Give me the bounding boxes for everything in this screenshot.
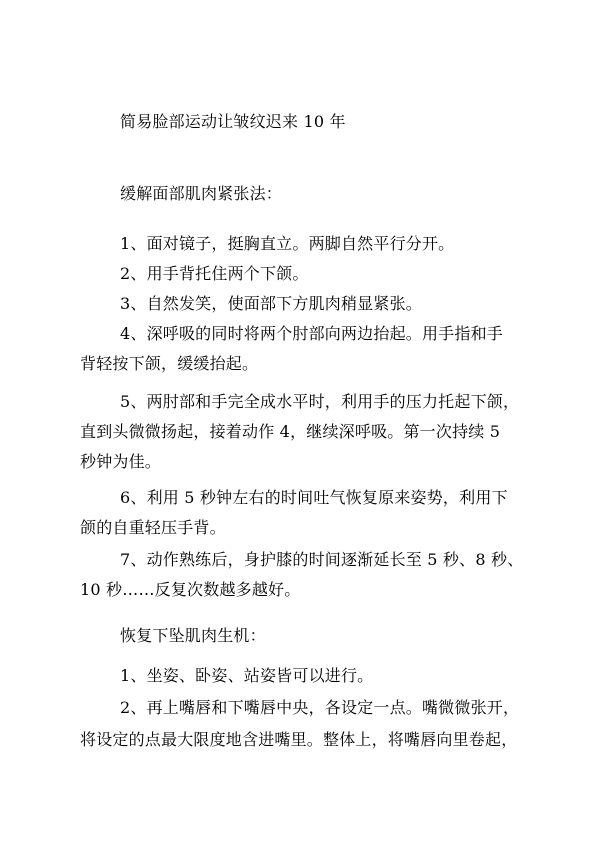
paragraph-line: 背轻按下颌，缓缓抬起。 xyxy=(80,354,259,373)
paragraph-line: 颌的自重轻压手背。 xyxy=(80,518,226,537)
paragraph-line: 直到头微微扬起，接着动作 4，继续深呼吸。第一次持续 5 xyxy=(80,422,501,441)
paragraph-line: 3、自然发笑，使面部下方肌肉稍显紧张。 xyxy=(120,294,422,313)
section-heading: 缓解面部肌肉紧张法： xyxy=(120,184,283,203)
paragraph-line: 将设定的点最大限度地含进嘴里。整体上，将嘴唇向里卷起， xyxy=(80,730,518,749)
paragraph-line: 2、用手背托住两个下颌。 xyxy=(120,264,309,283)
section-heading: 恢复下坠肌肉生机： xyxy=(120,626,266,645)
paragraph-line: 秒钟为佳。 xyxy=(80,452,162,471)
paragraph-line: 6、利用 5 秒钟左右的时间吐气恢复原来姿势，利用下 xyxy=(120,488,508,507)
paragraph-line: 1、面对镜子，挺胸直立。两脚自然平行分开。 xyxy=(120,234,455,253)
document-title: 简易脸部运动让皱纹迟来 10 年 xyxy=(120,112,346,131)
paragraph-line: 2、再上嘴唇和下嘴唇中央，各设定一点。嘴微微张开， xyxy=(120,698,520,717)
paragraph-line: 7、动作熟练后，身护膝的时间逐渐延长至 5 秒、8 秒、 xyxy=(120,550,524,569)
paragraph-line: 5、两肘部和手完全成水平时，利用手的压力托起下颌， xyxy=(120,392,520,411)
paragraph-line: 4、深呼吸的同时将两个肘部向两边抬起。用手指和手 xyxy=(120,324,503,343)
paragraph-line: 10 秒……反复次数越多越好。 xyxy=(80,580,301,599)
paragraph-line: 1、坐姿、卧姿、站姿皆可以进行。 xyxy=(120,666,374,685)
